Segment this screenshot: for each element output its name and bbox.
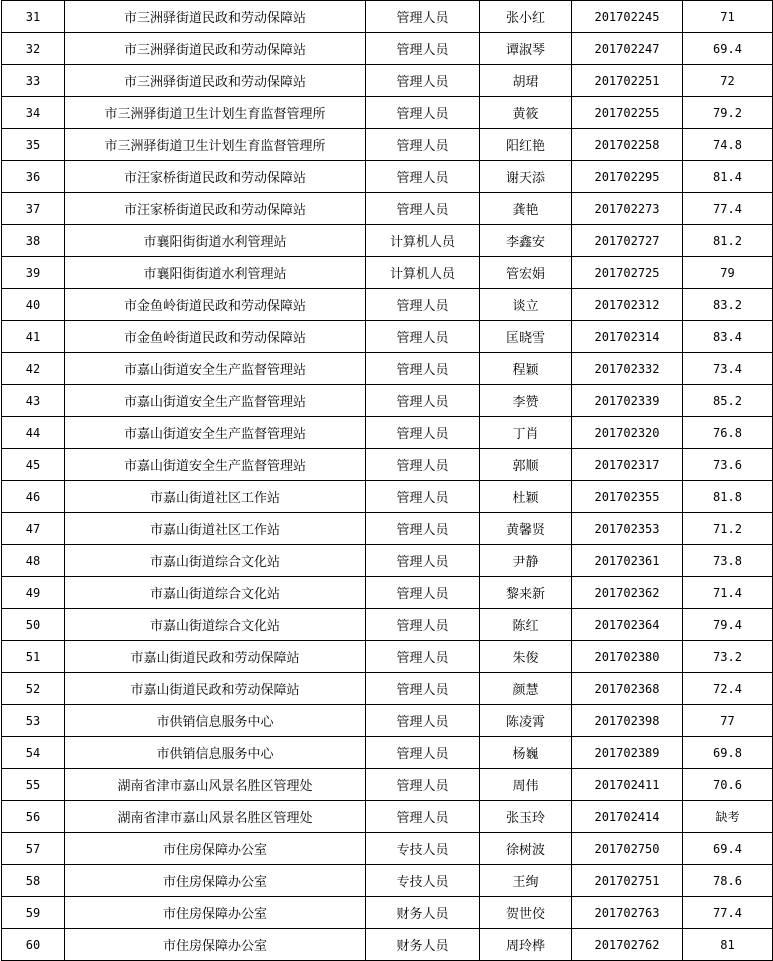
table-row xyxy=(2,705,773,737)
table-row xyxy=(2,897,773,929)
row-number: 43 xyxy=(2,385,65,417)
position-type: 计算机人员 xyxy=(366,257,480,289)
ticket-number: 201702414 xyxy=(572,801,683,833)
row-number: 47 xyxy=(2,513,65,545)
ticket-number: 201702295 xyxy=(572,161,683,193)
table-row xyxy=(2,673,773,705)
exam-score: 83.2 xyxy=(683,289,773,321)
exam-score: 81 xyxy=(683,929,773,961)
table-row xyxy=(2,481,773,513)
candidate-name: 阳红艳 xyxy=(480,129,572,161)
position-type: 管理人员 xyxy=(366,385,480,417)
table-row xyxy=(2,257,773,289)
ticket-number: 201702251 xyxy=(572,65,683,97)
position-type: 管理人员 xyxy=(366,417,480,449)
position-type: 计算机人员 xyxy=(366,225,480,257)
candidate-name: 周玲桦 xyxy=(480,929,572,961)
candidate-name: 徐树波 xyxy=(480,833,572,865)
ticket-number: 201702361 xyxy=(572,545,683,577)
ticket-number: 201702750 xyxy=(572,833,683,865)
table-row xyxy=(2,609,773,641)
exam-score: 71.2 xyxy=(683,513,773,545)
exam-score: 77.4 xyxy=(683,193,773,225)
exam-score: 81.8 xyxy=(683,481,773,513)
row-number: 33 xyxy=(2,65,65,97)
row-number: 40 xyxy=(2,289,65,321)
row-number: 35 xyxy=(2,129,65,161)
row-number: 60 xyxy=(2,929,65,961)
candidate-name: 郭顺 xyxy=(480,449,572,481)
position-type: 管理人员 xyxy=(366,161,480,193)
row-number: 42 xyxy=(2,353,65,385)
unit-name: 市金鱼岭街道民政和劳动保障站 xyxy=(65,321,366,353)
position-type: 管理人员 xyxy=(366,1,480,33)
ticket-number: 201702353 xyxy=(572,513,683,545)
ticket-number: 201702751 xyxy=(572,865,683,897)
table-row xyxy=(2,833,773,865)
position-type: 专技人员 xyxy=(366,833,480,865)
unit-name: 市嘉山街道民政和劳动保障站 xyxy=(65,673,366,705)
table-row xyxy=(2,641,773,673)
candidate-name: 丁肖 xyxy=(480,417,572,449)
candidate-name: 杜颖 xyxy=(480,481,572,513)
table-body xyxy=(2,1,773,961)
unit-name: 市襄阳街街道水利管理站 xyxy=(65,257,366,289)
candidate-name: 黄馨贤 xyxy=(480,513,572,545)
position-type: 管理人员 xyxy=(366,577,480,609)
exam-score: 73.8 xyxy=(683,545,773,577)
candidate-name: 程颖 xyxy=(480,353,572,385)
row-number: 53 xyxy=(2,705,65,737)
exam-score: 72 xyxy=(683,65,773,97)
unit-name: 市嘉山街道安全生产监督管理站 xyxy=(65,449,366,481)
position-type: 管理人员 xyxy=(366,129,480,161)
ticket-number: 201702273 xyxy=(572,193,683,225)
ticket-number: 201702247 xyxy=(572,33,683,65)
candidate-name: 贺世佼 xyxy=(480,897,572,929)
ticket-number: 201702320 xyxy=(572,417,683,449)
unit-name: 市住房保障办公室 xyxy=(65,929,366,961)
exam-score: 73.4 xyxy=(683,353,773,385)
exam-score: 79.2 xyxy=(683,97,773,129)
exam-score: 76.8 xyxy=(683,417,773,449)
table-row xyxy=(2,1,773,33)
table-row xyxy=(2,193,773,225)
candidate-name: 李赞 xyxy=(480,385,572,417)
exam-score: 71.4 xyxy=(683,577,773,609)
table-row xyxy=(2,545,773,577)
unit-name: 市三洲驿街道民政和劳动保障站 xyxy=(65,33,366,65)
exam-score: 74.8 xyxy=(683,129,773,161)
candidate-name: 杨巍 xyxy=(480,737,572,769)
exam-score: 69.4 xyxy=(683,833,773,865)
candidate-name: 谈立 xyxy=(480,289,572,321)
row-number: 39 xyxy=(2,257,65,289)
row-number: 52 xyxy=(2,673,65,705)
exam-score: 70.6 xyxy=(683,769,773,801)
table-row xyxy=(2,801,773,833)
candidate-name: 龚艳 xyxy=(480,193,572,225)
position-type: 管理人员 xyxy=(366,609,480,641)
table-row xyxy=(2,225,773,257)
exam-score: 78.6 xyxy=(683,865,773,897)
unit-name: 市嘉山街道社区工作站 xyxy=(65,513,366,545)
unit-name: 市嘉山街道综合文化站 xyxy=(65,609,366,641)
position-type: 管理人员 xyxy=(366,673,480,705)
ticket-number: 201702727 xyxy=(572,225,683,257)
candidate-name: 颜慧 xyxy=(480,673,572,705)
exam-score: 79 xyxy=(683,257,773,289)
table-row xyxy=(2,513,773,545)
unit-name: 市汪家桥街道民政和劳动保障站 xyxy=(65,193,366,225)
unit-name: 市三洲驿街道民政和劳动保障站 xyxy=(65,1,366,33)
ticket-number: 201702398 xyxy=(572,705,683,737)
candidate-name: 管宏娟 xyxy=(480,257,572,289)
position-type: 管理人员 xyxy=(366,65,480,97)
unit-name: 市嘉山街道民政和劳动保障站 xyxy=(65,641,366,673)
position-type: 财务人员 xyxy=(366,897,480,929)
results-table xyxy=(1,0,773,961)
unit-name: 市嘉山街道安全生产监督管理站 xyxy=(65,417,366,449)
exam-score: 83.4 xyxy=(683,321,773,353)
candidate-name: 张小红 xyxy=(480,1,572,33)
position-type: 财务人员 xyxy=(366,929,480,961)
table-row xyxy=(2,161,773,193)
table-row xyxy=(2,65,773,97)
candidate-name: 谢天添 xyxy=(480,161,572,193)
table-row xyxy=(2,97,773,129)
candidate-name: 谭淑琴 xyxy=(480,33,572,65)
unit-name: 市住房保障办公室 xyxy=(65,865,366,897)
position-type: 管理人员 xyxy=(366,33,480,65)
unit-name: 市住房保障办公室 xyxy=(65,833,366,865)
unit-name: 市住房保障办公室 xyxy=(65,897,366,929)
unit-name: 市金鱼岭街道民政和劳动保障站 xyxy=(65,289,366,321)
exam-score: 77 xyxy=(683,705,773,737)
position-type: 管理人员 xyxy=(366,97,480,129)
exam-score: 69.8 xyxy=(683,737,773,769)
candidate-name: 陈凌霄 xyxy=(480,705,572,737)
table-row xyxy=(2,929,773,961)
position-type: 管理人员 xyxy=(366,769,480,801)
ticket-number: 201702312 xyxy=(572,289,683,321)
table-row xyxy=(2,865,773,897)
exam-score: 81.4 xyxy=(683,161,773,193)
row-number: 36 xyxy=(2,161,65,193)
ticket-number: 201702339 xyxy=(572,385,683,417)
ticket-number: 201702368 xyxy=(572,673,683,705)
unit-name: 湖南省津市嘉山风景名胜区管理处 xyxy=(65,801,366,833)
candidate-name: 胡珺 xyxy=(480,65,572,97)
unit-name: 市供销信息服务中心 xyxy=(65,737,366,769)
row-number: 58 xyxy=(2,865,65,897)
position-type: 管理人员 xyxy=(366,321,480,353)
row-number: 31 xyxy=(2,1,65,33)
ticket-number: 201702725 xyxy=(572,257,683,289)
row-number: 38 xyxy=(2,225,65,257)
position-type: 管理人员 xyxy=(366,481,480,513)
position-type: 管理人员 xyxy=(366,353,480,385)
table-row xyxy=(2,321,773,353)
position-type: 管理人员 xyxy=(366,449,480,481)
ticket-number: 201702355 xyxy=(572,481,683,513)
unit-name: 市嘉山街道安全生产监督管理站 xyxy=(65,385,366,417)
position-type: 管理人员 xyxy=(366,545,480,577)
table-row xyxy=(2,737,773,769)
position-type: 管理人员 xyxy=(366,705,480,737)
table-row xyxy=(2,769,773,801)
candidate-name: 朱俊 xyxy=(480,641,572,673)
ticket-number: 201702255 xyxy=(572,97,683,129)
exam-score: 79.4 xyxy=(683,609,773,641)
unit-name: 市襄阳街街道水利管理站 xyxy=(65,225,366,257)
position-type: 管理人员 xyxy=(366,737,480,769)
row-number: 59 xyxy=(2,897,65,929)
table-row xyxy=(2,385,773,417)
ticket-number: 201702364 xyxy=(572,609,683,641)
row-number: 57 xyxy=(2,833,65,865)
candidate-name: 周伟 xyxy=(480,769,572,801)
candidate-name: 王绚 xyxy=(480,865,572,897)
candidate-name: 张玉玲 xyxy=(480,801,572,833)
table-row xyxy=(2,129,773,161)
unit-name: 市嘉山街道社区工作站 xyxy=(65,481,366,513)
unit-name: 湖南省津市嘉山风景名胜区管理处 xyxy=(65,769,366,801)
table-row xyxy=(2,33,773,65)
exam-score: 69.4 xyxy=(683,33,773,65)
candidate-name: 李鑫安 xyxy=(480,225,572,257)
table-row xyxy=(2,353,773,385)
position-type: 管理人员 xyxy=(366,513,480,545)
candidate-name: 黄筱 xyxy=(480,97,572,129)
position-type: 管理人员 xyxy=(366,289,480,321)
ticket-number: 201702245 xyxy=(572,1,683,33)
table-row xyxy=(2,417,773,449)
exam-score: 73.2 xyxy=(683,641,773,673)
table-row xyxy=(2,289,773,321)
unit-name: 市三洲驿街道卫生计划生育监督管理所 xyxy=(65,97,366,129)
table-row xyxy=(2,577,773,609)
ticket-number: 201702332 xyxy=(572,353,683,385)
row-number: 56 xyxy=(2,801,65,833)
ticket-number: 201702314 xyxy=(572,321,683,353)
exam-score: 81.2 xyxy=(683,225,773,257)
exam-score: 72.4 xyxy=(683,673,773,705)
exam-score: 77.4 xyxy=(683,897,773,929)
position-type: 专技人员 xyxy=(366,865,480,897)
position-type: 管理人员 xyxy=(366,641,480,673)
row-number: 51 xyxy=(2,641,65,673)
exam-score: 73.6 xyxy=(683,449,773,481)
row-number: 54 xyxy=(2,737,65,769)
row-number: 34 xyxy=(2,97,65,129)
candidate-name: 尹静 xyxy=(480,545,572,577)
row-number: 50 xyxy=(2,609,65,641)
ticket-number: 201702411 xyxy=(572,769,683,801)
ticket-number: 201702362 xyxy=(572,577,683,609)
ticket-number: 201702389 xyxy=(572,737,683,769)
row-number: 37 xyxy=(2,193,65,225)
unit-name: 市三洲驿街道卫生计划生育监督管理所 xyxy=(65,129,366,161)
row-number: 44 xyxy=(2,417,65,449)
candidate-name: 陈红 xyxy=(480,609,572,641)
row-number: 32 xyxy=(2,33,65,65)
unit-name: 市汪家桥街道民政和劳动保障站 xyxy=(65,161,366,193)
unit-name: 市嘉山街道综合文化站 xyxy=(65,577,366,609)
ticket-number: 201702317 xyxy=(572,449,683,481)
unit-name: 市嘉山街道综合文化站 xyxy=(65,545,366,577)
ticket-number: 201702258 xyxy=(572,129,683,161)
unit-name: 市嘉山街道安全生产监督管理站 xyxy=(65,353,366,385)
exam-score: 缺考 xyxy=(683,801,773,833)
ticket-number: 201702380 xyxy=(572,641,683,673)
unit-name: 市三洲驿街道民政和劳动保障站 xyxy=(65,65,366,97)
row-number: 45 xyxy=(2,449,65,481)
ticket-number: 201702763 xyxy=(572,897,683,929)
ticket-number: 201702762 xyxy=(572,929,683,961)
row-number: 48 xyxy=(2,545,65,577)
unit-name: 市供销信息服务中心 xyxy=(65,705,366,737)
row-number: 46 xyxy=(2,481,65,513)
exam-score: 85.2 xyxy=(683,385,773,417)
exam-score: 71 xyxy=(683,1,773,33)
candidate-name: 黎来新 xyxy=(480,577,572,609)
candidate-name: 匡晓雪 xyxy=(480,321,572,353)
position-type: 管理人员 xyxy=(366,193,480,225)
position-type: 管理人员 xyxy=(366,801,480,833)
table-row xyxy=(2,449,773,481)
row-number: 41 xyxy=(2,321,65,353)
row-number: 49 xyxy=(2,577,65,609)
row-number: 55 xyxy=(2,769,65,801)
